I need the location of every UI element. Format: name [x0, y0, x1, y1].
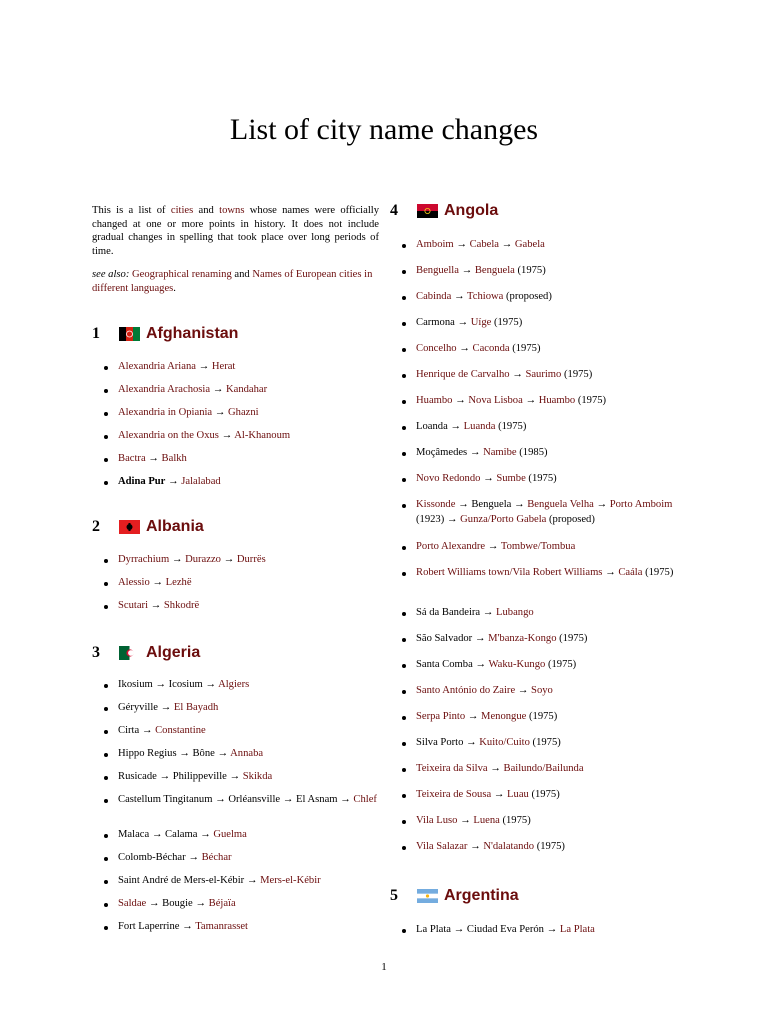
bullet-icon: [104, 605, 108, 609]
bullet-icon: [402, 270, 406, 274]
city-link[interactable]: Saldae: [118, 898, 147, 909]
list-item: [92, 553, 379, 568]
city-link[interactable]: Novo Redondo: [416, 473, 481, 484]
city-text: → Benguela →: [455, 499, 528, 510]
list-item: [390, 788, 675, 803]
city-link[interactable]: Robert Williams town/Vila Robert Williams: [416, 567, 603, 578]
city-link[interactable]: Vila Luso: [416, 815, 458, 826]
bullet-icon: [104, 582, 108, 586]
section-heading: [92, 322, 238, 346]
city-link[interactable]: Luau: [507, 789, 529, 800]
city-text: →: [453, 239, 470, 250]
intro-paragraph: [92, 204, 379, 258]
city-text: São Salvador →: [416, 633, 489, 644]
city-text: →: [149, 577, 166, 588]
bullet-icon: [402, 400, 406, 404]
list-item: [92, 770, 379, 785]
city-link[interactable]: Constantine: [155, 725, 206, 736]
bullet-icon: [402, 478, 406, 482]
city-link[interactable]: Lezhë: [165, 577, 192, 588]
list-item: [92, 475, 379, 490]
page-number: 1: [381, 961, 387, 973]
text-link[interactable]: Names of European cities in different languages: [92, 269, 373, 294]
see-also-note: [92, 268, 379, 296]
city-text: (1975): [534, 841, 565, 852]
city-link[interactable]: Gabela: [514, 239, 545, 250]
bullet-icon: [402, 322, 406, 326]
section-heading: [92, 515, 204, 539]
text-link[interactable]: towns: [219, 205, 245, 216]
bullet-icon: [402, 612, 406, 616]
city-link[interactable]: Skikda: [242, 771, 273, 782]
city-link[interactable]: Mers-el-Kébir: [260, 875, 321, 886]
bullet-icon: [402, 504, 406, 508]
city-text: →: [456, 343, 473, 354]
bullet-icon: [402, 820, 406, 824]
city-link[interactable]: N'dalatando: [483, 841, 535, 852]
argentina-flag-icon: [417, 889, 438, 903]
list-item: [92, 701, 379, 716]
city-text: →: [522, 395, 539, 406]
list-item: [92, 406, 379, 421]
city-text: (1975): [529, 737, 561, 748]
city-link[interactable]: Annaba: [230, 748, 264, 759]
city-text: Loanda →: [416, 421, 464, 432]
city-text: →: [498, 239, 515, 250]
city-text: Fort Laperrine →: [118, 921, 196, 932]
bullet-icon: [104, 730, 108, 734]
bullet-icon: [104, 481, 108, 485]
city-text: →: [465, 711, 482, 722]
section-number: 4: [390, 202, 398, 219]
city-text: Moçâmedes →: [416, 447, 484, 458]
city-text: →: [169, 554, 186, 565]
text-run: see also:: [92, 269, 130, 280]
city-text: (1975): [561, 369, 593, 380]
city-link[interactable]: Béjaïa: [208, 898, 236, 909]
city-text: (1975): [575, 395, 607, 406]
city-link[interactable]: Menongue: [481, 711, 527, 722]
list-item: [92, 678, 379, 693]
city-link[interactable]: Scutari: [118, 600, 149, 611]
city-link[interactable]: Luanda: [463, 421, 496, 432]
bullet-icon: [104, 707, 108, 711]
city-text: →: [148, 600, 164, 611]
city-link[interactable]: Alessio: [118, 577, 150, 588]
text-run: whose names were officially changed at one or more points in history. It does not include gradual changes in spelling that took place over long periods of time.: [92, 205, 379, 257]
city-text: →: [602, 567, 619, 578]
bullet-icon: [104, 458, 108, 462]
city-text: →: [165, 476, 182, 487]
city-link[interactable]: Balkh: [161, 453, 187, 464]
city-link[interactable]: Benguella: [416, 265, 459, 276]
bullet-icon: [104, 857, 108, 861]
list-item: [390, 814, 675, 829]
bullet-icon: [402, 546, 406, 550]
city-text: →: [487, 763, 504, 774]
list-item: [92, 383, 379, 398]
city-text: Rusicade → Philippeville →: [118, 771, 243, 782]
algeria-flag-icon: [119, 646, 140, 660]
section-number: 5: [390, 887, 398, 904]
list-item: [390, 290, 675, 305]
city-text: (1975): [525, 473, 557, 484]
city-text: →: [458, 265, 475, 276]
city-link[interactable]: Waku-Kungo: [488, 659, 546, 670]
bullet-icon: [104, 389, 108, 393]
bullet-icon: [402, 742, 406, 746]
list-item: [390, 566, 675, 581]
city-link[interactable]: Tombwe/Tombua: [500, 541, 576, 552]
list-item: [390, 710, 675, 725]
section-heading: [92, 641, 200, 665]
city-link[interactable]: Algiers: [218, 679, 250, 690]
city-link[interactable]: Kissonde: [416, 499, 456, 510]
bullet-icon: [402, 244, 406, 248]
text-run: This is a list of: [92, 205, 171, 216]
bullet-icon: [402, 690, 406, 694]
city-text: →: [218, 430, 235, 441]
bullet-icon: [104, 880, 108, 884]
list-item: [390, 762, 675, 777]
city-link[interactable]: Herat: [211, 361, 236, 372]
list-item: [390, 684, 675, 699]
city-link[interactable]: El Bayadh: [173, 702, 219, 713]
city-link[interactable]: Caconda: [472, 343, 510, 354]
bullet-icon: [402, 638, 406, 642]
bullet-icon: [104, 412, 108, 416]
section-number: 1: [92, 325, 100, 342]
city-text: Ikosium → Icosium →: [118, 679, 219, 690]
city-text: (proposed): [546, 513, 595, 525]
bullet-icon: [104, 435, 108, 439]
city-link[interactable]: Al-Khanoum: [234, 430, 291, 441]
city-text: Cirta →: [118, 725, 156, 736]
list-item: [390, 923, 675, 938]
section-number: 2: [92, 518, 100, 535]
city-link[interactable]: Bailundo/Bailunda: [503, 763, 584, 774]
city-link[interactable]: Cabinda: [416, 291, 452, 302]
bullet-icon: [402, 426, 406, 430]
list-item: [390, 420, 675, 435]
city-text: →: [485, 541, 501, 552]
city-link[interactable]: Kandahar: [225, 384, 268, 395]
text-run: and: [231, 269, 253, 280]
city-link[interactable]: Guelma: [213, 829, 247, 840]
list-item: [92, 599, 379, 614]
city-text: →: [515, 685, 532, 696]
city-text: (1975): [528, 789, 560, 800]
city-text: Malaca → Calama →: [118, 829, 214, 840]
list-item: [390, 446, 675, 461]
text-run: and: [193, 205, 220, 216]
bullet-icon: [104, 753, 108, 757]
section-heading: [390, 199, 498, 223]
city-text: →: [210, 384, 226, 395]
city-link[interactable]: Saurimo: [525, 369, 562, 380]
list-item: [390, 632, 675, 647]
bullet-icon: [402, 846, 406, 850]
bullet-icon: [104, 776, 108, 780]
city-link[interactable]: Kuito/Cuito: [479, 737, 530, 748]
city-link[interactable]: Alexandria in Opiania: [118, 407, 213, 418]
city-text: →: [212, 407, 229, 418]
city-text: Adina Pur: [118, 476, 166, 487]
city-text: →: [457, 815, 474, 826]
city-text: La Plata → Ciudad Eva Perón →: [416, 924, 560, 935]
city-link[interactable]: La Plata: [559, 924, 595, 935]
text-run: .: [173, 283, 176, 294]
list-item: [390, 394, 675, 409]
list-item: [390, 472, 675, 487]
city-text: →: [145, 453, 162, 464]
list-item: [390, 540, 675, 555]
list-item: [92, 747, 379, 762]
city-text: (1923) →: [416, 513, 461, 525]
city-text: Santa Comba →: [416, 659, 489, 670]
city-link[interactable]: Huambo: [416, 395, 453, 406]
city-link[interactable]: Benguela: [474, 265, 515, 276]
city-link[interactable]: Cabela: [469, 239, 499, 250]
list-item: [390, 658, 675, 673]
city-link[interactable]: Concelho: [416, 343, 457, 354]
list-item: [92, 851, 379, 866]
city-text: → Bougie →: [146, 898, 209, 909]
city-text: →: [480, 473, 497, 484]
city-link[interactable]: Henrique de Carvalho: [416, 369, 510, 380]
list-item: [390, 840, 675, 855]
bullet-icon: [402, 348, 406, 352]
bullet-icon: [104, 834, 108, 838]
bullet-icon: [402, 374, 406, 378]
city-text: →: [593, 499, 610, 510]
bullet-icon: [104, 366, 108, 370]
city-link[interactable]: Porto Alexandre: [416, 541, 486, 552]
bullet-icon: [402, 794, 406, 798]
list-item: [390, 368, 675, 383]
bullet-icon: [402, 572, 406, 576]
city-link[interactable]: M'banza-Kongo: [488, 633, 557, 644]
bullet-icon: [104, 903, 108, 907]
city-text: →: [509, 369, 526, 380]
city-link[interactable]: Tchiowa: [467, 291, 504, 302]
city-text: (1975): [642, 567, 674, 578]
city-link[interactable]: Vila Salazar: [416, 841, 468, 852]
list-item: [92, 452, 379, 467]
bullet-icon: [402, 929, 406, 933]
city-link[interactable]: Caála: [618, 567, 643, 578]
city-link[interactable]: Alexandria Ariana: [118, 361, 196, 372]
city-link[interactable]: Lubango: [496, 607, 534, 618]
city-text: Sá da Bandeira →: [416, 607, 497, 618]
city-link[interactable]: Amboim: [416, 239, 454, 250]
city-text: Carmona →: [416, 317, 471, 328]
list-item: [92, 429, 379, 444]
bullet-icon: [104, 799, 108, 803]
city-text: →: [491, 789, 508, 800]
city-text: (1975): [514, 265, 546, 276]
text-link[interactable]: cities: [170, 205, 194, 216]
city-link[interactable]: Ghazni: [228, 407, 259, 418]
bullet-icon: [402, 716, 406, 720]
section-title-link[interactable]: Albania: [146, 518, 204, 535]
city-link[interactable]: Nova Lisboa: [468, 395, 523, 406]
city-link[interactable]: Luena: [473, 815, 500, 826]
list-item: [92, 360, 379, 375]
text-link[interactable]: Geographical renaming: [132, 269, 232, 280]
city-text: (1975): [526, 711, 558, 722]
city-text: Hippo Regius → Bône →: [118, 748, 231, 759]
city-text: Castellum Tingitanum → Orléansville → El Asnam →: [118, 794, 354, 805]
city-text: (1975): [491, 317, 523, 328]
city-text: →: [195, 361, 212, 372]
city-link[interactable]: Porto Amboim: [609, 499, 673, 510]
city-text: Silva Porto →: [416, 737, 480, 748]
list-item: [390, 736, 675, 751]
city-link[interactable]: Huambo: [538, 395, 576, 406]
city-link[interactable]: Dyrrachium: [118, 554, 170, 565]
section-title-link[interactable]: Argentina: [444, 887, 519, 904]
city-text: →: [220, 554, 237, 565]
city-link[interactable]: Alexandria on the Oxus: [118, 430, 219, 441]
city-link[interactable]: Soyo: [531, 685, 553, 696]
city-text: (1975): [556, 633, 588, 644]
list-item: [390, 606, 675, 621]
page-title: List of city name changes: [229, 113, 539, 146]
albania-flag-icon: [119, 520, 140, 534]
list-item: [390, 264, 675, 279]
list-item: [92, 920, 379, 935]
city-link[interactable]: Benguela Velha: [527, 499, 594, 510]
city-text: (1985): [516, 447, 548, 458]
bullet-icon: [402, 768, 406, 772]
city-link[interactable]: Jalalabad: [181, 476, 221, 487]
city-link[interactable]: Tamanrasset: [195, 921, 248, 932]
list-item: [92, 724, 379, 739]
city-link[interactable]: Chlef: [353, 794, 377, 805]
city-link[interactable]: Gunza/Porto Gabela: [460, 513, 547, 525]
list-item: [390, 342, 675, 357]
city-link[interactable]: Namibe: [483, 447, 517, 458]
list-item: [92, 897, 379, 912]
city-text: (1975): [499, 815, 531, 826]
city-text: Saint André de Mers-el-Kébir →: [118, 875, 261, 886]
city-text: (1975): [495, 421, 527, 432]
city-link[interactable]: Bactra: [118, 453, 146, 464]
list-item: [92, 874, 379, 889]
section-title-link[interactable]: Algeria: [146, 644, 201, 661]
city-link[interactable]: Durazzo: [185, 554, 221, 565]
city-text: Colomb-Béchar →: [118, 852, 202, 863]
section-title-link[interactable]: Angola: [444, 202, 499, 219]
city-link[interactable]: Teixeira da Silva: [416, 763, 488, 774]
bullet-icon: [402, 664, 406, 668]
city-link[interactable]: Sumbe: [496, 473, 526, 484]
city-link[interactable]: Uíge: [470, 317, 492, 328]
list-item: [390, 238, 675, 253]
section-title-link[interactable]: Afghanistan: [146, 325, 239, 342]
city-link[interactable]: Teixeira de Sousa: [416, 789, 492, 800]
city-link[interactable]: Béchar: [201, 852, 232, 863]
city-text: Géryville →: [118, 702, 174, 713]
bullet-icon: [402, 296, 406, 300]
city-link[interactable]: Santo António do Zaire: [416, 685, 516, 696]
afghanistan-flag-icon: [119, 327, 140, 341]
city-text: →: [451, 291, 468, 302]
section-heading: [390, 884, 519, 908]
list-item: [390, 498, 675, 527]
list-item: [92, 576, 379, 591]
list-item: [92, 793, 379, 808]
section-number: 3: [92, 644, 100, 661]
city-text: →: [467, 841, 484, 852]
angola-flag-icon: [417, 204, 438, 218]
city-text: (1975): [545, 659, 577, 670]
bullet-icon: [402, 452, 406, 456]
city-text: (1975): [509, 343, 541, 354]
city-link[interactable]: Durrës: [236, 554, 266, 565]
city-link[interactable]: Shkodrë: [163, 600, 200, 611]
bullet-icon: [104, 684, 108, 688]
city-link[interactable]: Alexandria Arachosia: [118, 384, 211, 395]
list-item: [390, 316, 675, 331]
bullet-icon: [104, 926, 108, 930]
city-text: (proposed): [503, 291, 552, 302]
city-text: →: [452, 395, 469, 406]
city-link[interactable]: Serpa Pinto: [416, 711, 466, 722]
list-item: [92, 828, 379, 843]
bullet-icon: [104, 559, 108, 563]
